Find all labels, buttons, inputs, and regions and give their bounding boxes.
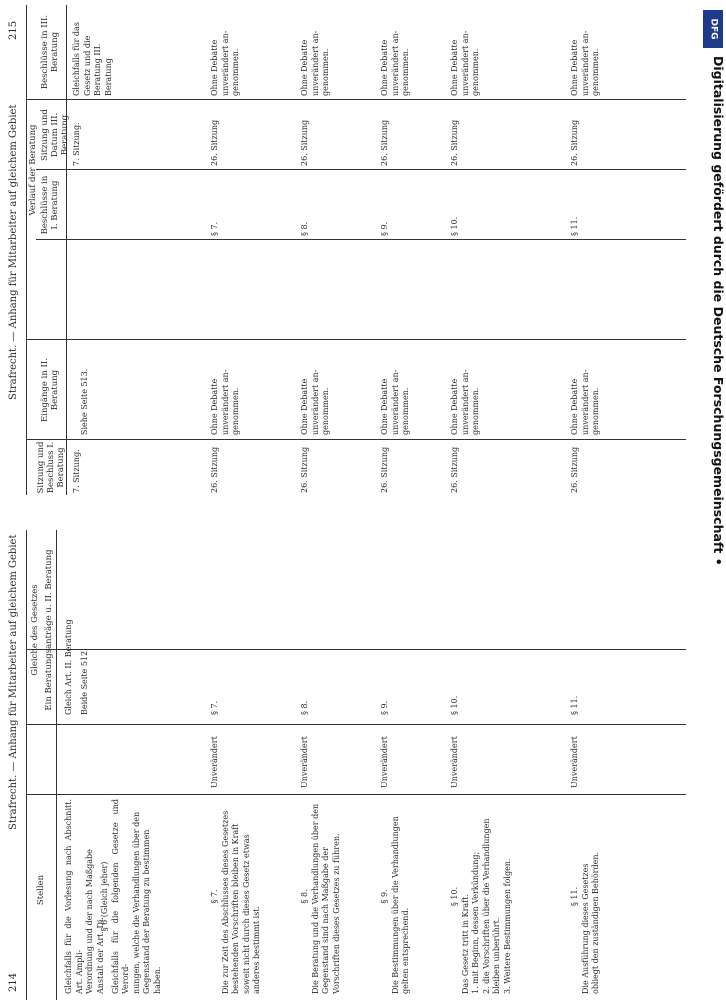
rule [66,5,67,495]
cell: 26. Sitzung [210,446,219,493]
column-divider [26,99,686,100]
paragraph-heading: § 7. [210,889,219,904]
column-head: Beschlüsse in I. Beratung [40,175,60,235]
text-line: soweit nicht durch dieses Gesetz etwas [241,834,251,994]
running-header-left: Strafrecht. — Anhang für Mitarbeiter auf gleichem Gebiet [8,534,19,830]
cell: 26. Sitzung [570,119,579,166]
status-text: Unverändert [300,736,309,788]
text-line: 2. die Vorschriften über die Verhandlungen [481,818,491,994]
column-divider [26,794,686,795]
section-ref: § 7. [210,700,219,715]
text-line: anderes bestimmt ist. [252,905,261,994]
cell: 26. Sitzung [450,119,459,166]
text-line: Gegenstand der Beratung zu bestimmen [142,829,151,994]
text-line: obliegt den zuständigen Behörden. [591,851,600,994]
paragraph-heading: § 8. [300,889,309,904]
page-number-left: 214 [8,972,19,992]
text-line: Verordnung und der nach Maßgabe [85,849,94,994]
cell: Ohne Debatte unverändert an-genommen. [570,30,600,96]
column-divider [26,649,686,650]
status-text: Unverändert [380,736,389,788]
cell: § 9. [380,221,389,236]
text-line: haben. [152,966,162,994]
page-ref: Beide Seite 512. [80,648,89,715]
column-divider [26,439,686,440]
column-divider [36,169,686,170]
rule [56,530,57,1000]
column-head: Ein Beratungsanträge u. II. Beratung [44,549,54,711]
text-line: Die Ausführung dieses Gesetzes [580,863,590,994]
cell: Ohne Debatte unverändert an-genommen. [450,369,480,435]
paragraph [100,799,163,994]
cell: § 7. [210,221,219,236]
paragraph-heading: § 9. [380,889,389,904]
column-head: Sitzung und Datum III. Beratung [40,109,70,161]
paragraph [300,799,342,994]
text-line: Anstalt der Art. Di. [95,917,105,994]
column-head: Sitzung und Beschluss I. Beratung [36,441,66,494]
cell: 26. Sitzung [210,119,219,166]
paragraph [570,799,602,994]
cell: Ohne Debatte unverändert an-genommen. [380,30,410,96]
paragraph [380,799,412,994]
cell: 26. Sitzung [380,119,389,166]
column-divider [26,339,686,340]
running-header-right: Strafrecht. — Anhang für Mitarbeiter auf gleichem Gebiet [8,104,19,400]
cell: Gleichfalls für das Gesetz und die Beratung III. Beratung [72,22,113,96]
paragraph-heading: § 11. [570,886,579,907]
cell: § 8. [300,221,309,236]
rule [26,5,27,495]
status-text: Unverändert [210,736,219,788]
dfg-logo [703,10,723,48]
text-line: bleiben unberührt. [492,917,501,994]
column-divider [26,724,686,725]
column-head: Eingänge in II. Beratung [40,358,60,422]
cell: 26. Sitzung [450,446,459,493]
text-line: Gleichfalls für die Vorlesung nach Abschnitt. Art. Ampli- [64,799,84,994]
cell: § 10. [450,216,459,236]
paragraph-heading: § 6 (Gleich jeher) [100,861,109,932]
text-line: Das Gesetz tritt in Kraft. [460,894,470,994]
text-line: 1. mit Beginn, dessen Verkündung; [471,851,480,994]
section-ref: Gleich Art. II. Beratung [64,619,73,715]
section-ref: § 11. [570,695,579,715]
dfg-banner-text: Digitalisierung gefördert durch die Deutsche Forschungsgemeinschaft • [711,56,726,566]
column-head: Beschlüsse in III. Beratung [40,14,60,90]
cell: Ohne Debatte unverändert an-genommen. [450,30,480,96]
text-line: nungen, welche die Verhandlungen über den [131,811,141,994]
text-line: Gegenstand sind nach Maßgabe der [321,847,330,994]
column-head: Gleiche des Gesetzes [30,584,40,676]
cell: 7. Sitzung. [72,449,81,493]
rule [26,530,27,1000]
cell: Ohne Debatte unverändert an-genommen. [570,369,600,435]
cell: Ohne Debatte unverändert an-genommen. [380,369,410,435]
section-ref: § 9. [380,700,389,715]
cell: Ohne Debatte unverändert an-genommen. [300,30,330,96]
cell: 26. Sitzung [300,119,309,166]
cell: § 11. [570,216,579,236]
cell: Ohne Debatte unverändert an-genommen. [210,30,240,96]
dfg-banner [700,0,726,1000]
section-ref: § 8. [300,700,309,715]
column-divider [36,239,686,240]
text-line: Gleichfalls für die folgenden Gesetze und Verord- [110,799,130,994]
column-head: Stellen [36,874,46,906]
text-line: gelten entsprechend. [401,907,410,994]
text-line: Die Beratung und die Verhandlungen über den [310,803,320,994]
cell: 26. Sitzung [300,446,309,493]
page-number-right: 215 [8,20,19,40]
text-line: Die zur Zeit des Abschlusses dieses Gesetzes [220,810,230,994]
cell: 26. Sitzung [570,446,579,493]
cell: Ohne Debatte unverändert an-genommen. [300,369,330,435]
cell: 7. Sitzung. [72,122,81,166]
paragraph [450,799,513,994]
section-ref: § 10. [450,695,459,715]
text-line: bestehenden Vorschriften bleiben in Kraft [231,823,240,994]
paragraph [210,799,263,994]
status-text: Unverändert [570,736,579,788]
paragraph-heading: § 10. [450,886,459,907]
cell: 26. Sitzung [380,446,389,493]
column-group-head: Verlauf der Beratung [28,124,38,216]
cell: Siehe Seite 513. [80,368,89,435]
text-line: Die Bestimmungen über die Verhandlungen [390,816,400,994]
status-text: Unverändert [450,736,459,788]
dfg-logo-text: DFG [708,18,719,40]
text-line: 3. Weitere Bestimmungen folgen. [502,858,512,994]
cell: Ohne Debatte unverändert an-genommen. [210,369,240,435]
text-line: Vorschriften dieses Gesetzes zu führen. [331,833,341,994]
